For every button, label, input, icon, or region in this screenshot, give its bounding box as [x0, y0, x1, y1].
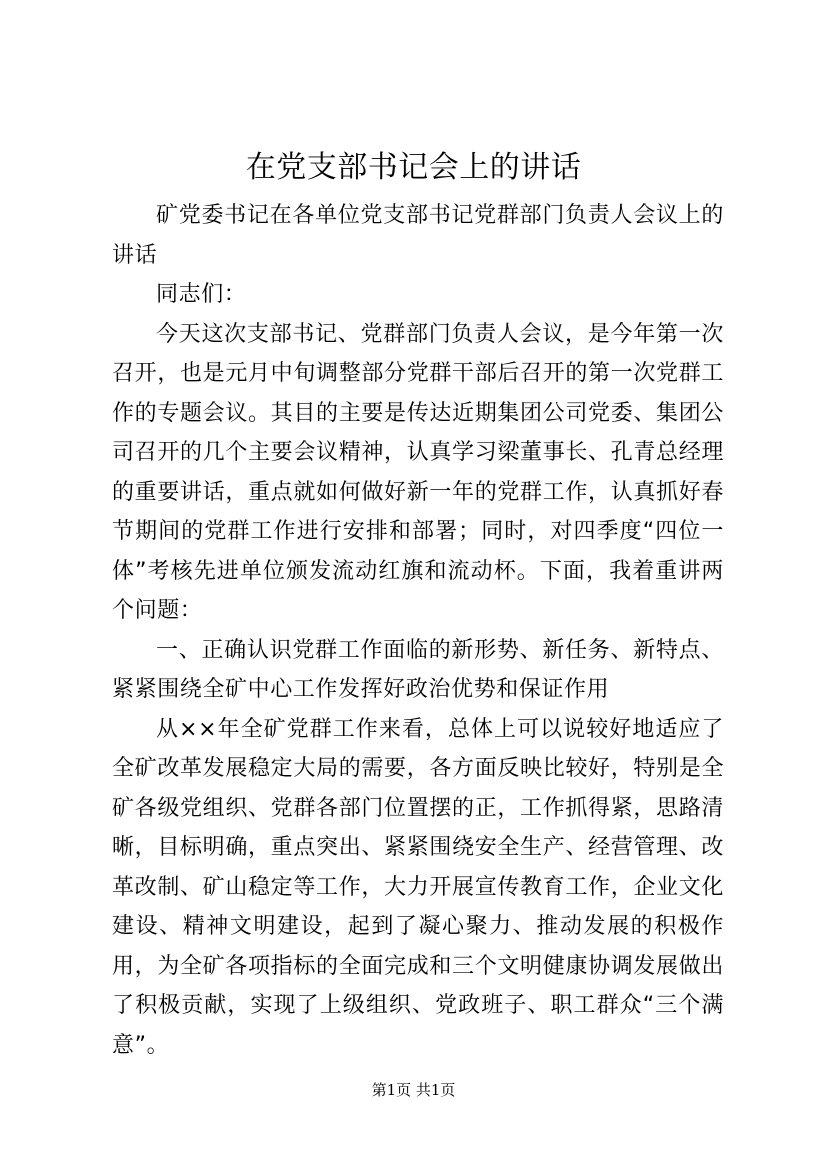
document-body [112, 196, 724, 1065]
salutation-paragraph: 同志们： [156, 282, 247, 307]
intro-paragraph: 今天这次支部书记、党群部门负责人会议，是今年第一次召开，也是元月中旬调整部分党群干部后召开的第一次党群工作的专题会议。其目的主要是传达近期集团公司党委、集团公司召开的几个主要会议精神，认真学习梁董事长、孔青总经理的重要讲话，重点就如何做好新一年的党群工作，认真抓好春节期间的党群工作进行安排和部署；同时，对四季度“四位一体”考核先进单位颁发流动红旗和流动杯。下面，我着重讲两个问题： [112, 321, 724, 623]
subtitle-paragraph: 矿党委书记在各单位党支部书记党群部门负责人会议上的讲话 [112, 203, 724, 268]
page-number-footer: 第1页 共1页 [371, 1081, 456, 1099]
section-heading-paragraph: 一、正确认识党群工作面临的新形势、新任务、新特点、紧紧围绕全矿中心工作发挥好政治优势和保证作用 [112, 637, 724, 702]
review-paragraph: 从××年全矿党群工作来看，总体上可以说较好地适应了全矿改革发展稳定大局的需要，各方面反映比较好，特别是全矿各级党组织、党群各部门位置摆的正，工作抓得紧，思路清晰，目标明确，重点突出、紧紧围绕安全生产、经营管理、改革改制、矿山稳定等工作，大力开展宣传教育工作，企业文化建设、精神文明建设，起到了凝心聚力、推动发展的积极作用，为全矿各项指标的全面完成和三个文明健康协调发展做出了积极贡献，实现了上级组织、党政班子、职工群众“三个满意”。 [112, 716, 724, 1058]
document-title: 在党支部书记会上的讲话 [245, 150, 582, 185]
